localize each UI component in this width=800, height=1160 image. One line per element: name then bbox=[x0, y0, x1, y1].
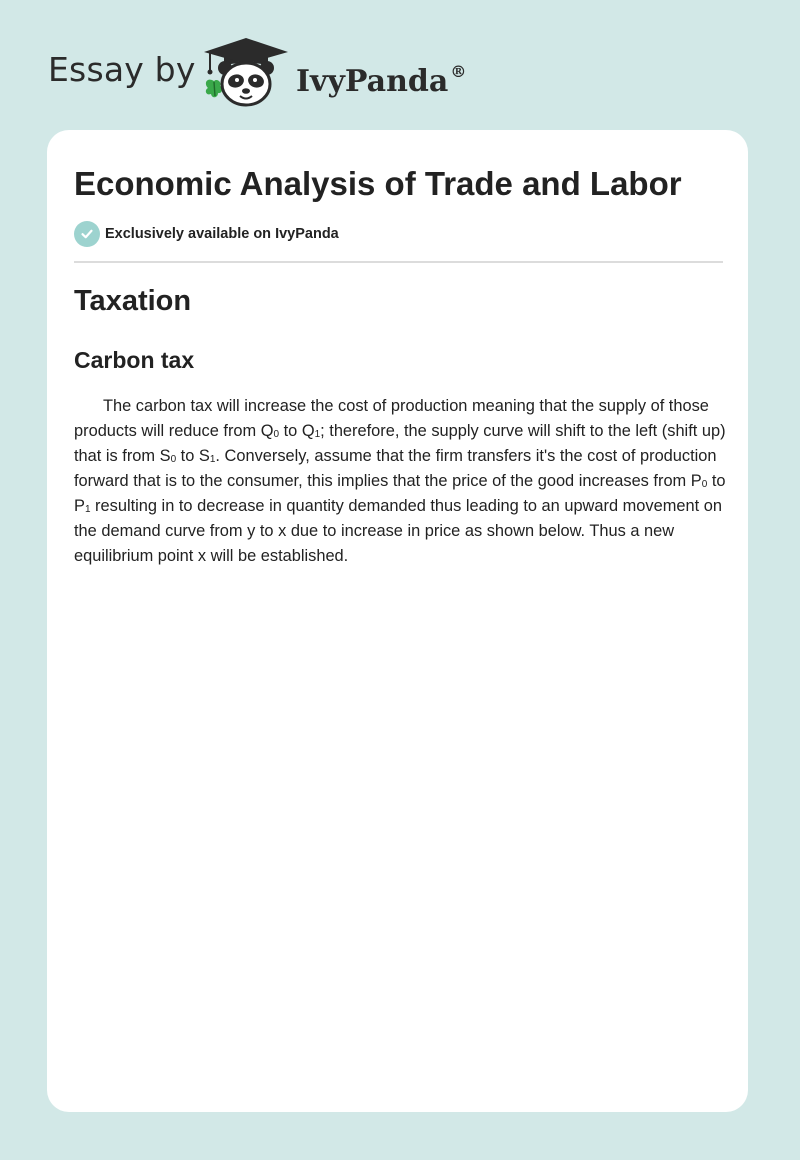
subsection-heading: Carbon tax bbox=[74, 347, 195, 373]
subscript: 1 bbox=[84, 504, 91, 515]
article-title: Economic Analysis of Trade and Labor bbox=[74, 165, 682, 202]
registered-mark: ® bbox=[450, 62, 467, 81]
subscript: 1 bbox=[209, 454, 216, 465]
text-run: The carbon tax will increase the cost of production meaning that the supply of those products will reduce from Q bbox=[74, 397, 709, 440]
panda-logo-icon[interactable] bbox=[200, 36, 292, 108]
text-run: to Q bbox=[279, 422, 315, 440]
body-paragraph bbox=[74, 394, 726, 569]
subscript: 0 bbox=[701, 479, 708, 490]
text-run: to P bbox=[74, 472, 726, 515]
essay-by-label: Essay by bbox=[48, 50, 196, 89]
article-card bbox=[47, 130, 748, 1112]
site-header bbox=[0, 0, 800, 120]
text-run: . Conversely, assume that the firm transfers it's the cost of production forward that is to the consumer, this implies that the price of the good increases from P bbox=[74, 447, 717, 490]
badge-label: Exclusively available on IvyPanda bbox=[105, 226, 339, 242]
section-heading: Taxation bbox=[74, 285, 192, 317]
title-divider bbox=[74, 261, 723, 263]
check-circle-icon bbox=[74, 221, 100, 247]
subscript: 1 bbox=[314, 429, 321, 440]
exclusive-badge bbox=[74, 221, 339, 247]
ivy-leaf-icon bbox=[206, 80, 222, 98]
brand-name: IvyPanda bbox=[296, 64, 449, 99]
text-run: ; therefore, the supply curve will shift to the left (shift up) that is from S bbox=[74, 422, 726, 465]
brand-logo[interactable] bbox=[296, 52, 466, 102]
text-run: resulting in to decrease in quantity demanded thus leading to an upward movement on the demand curve from y to x due to increase in price as shown below. Thus a new equilibrium point x will be established. bbox=[74, 497, 722, 565]
subscript: 0 bbox=[170, 454, 177, 465]
subscript: 0 bbox=[273, 429, 280, 440]
text-run: to S bbox=[176, 447, 210, 465]
